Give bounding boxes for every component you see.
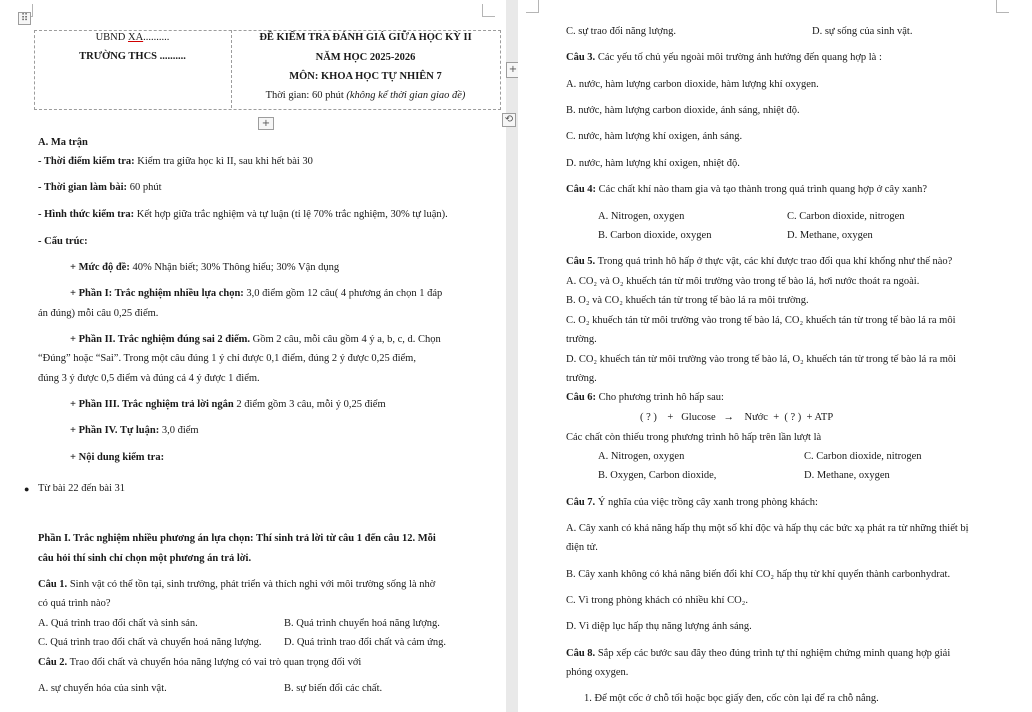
document-page-right	[518, 0, 1032, 712]
q5-option-d: D. CO₂ khuếch tán từ môi trường vào trong tế bào lá, O₂ khuếch tán từ trong tế bào lá ra môi	[566, 354, 957, 365]
part3-label: + Phần III. Trắc nghiệm trả lời ngắn	[70, 399, 234, 410]
part4-label: + Phần IV. Tự luận:	[70, 425, 160, 436]
bullet-dot-icon: ●	[24, 484, 30, 494]
question-6	[566, 391, 724, 404]
q2-option-b: B. sự biến đổi các chất.	[284, 683, 383, 694]
question-5	[566, 255, 952, 268]
q7-option-d: D. Vì diệp lục hấp thụ năng lượng ánh sáng.	[566, 621, 752, 632]
q3-option-a: A. nước, hàm lượng carbon dioxide, hàm lượng khí oxygen.	[566, 79, 819, 90]
q2-option-a: A. sự chuyển hóa của sinh vật.	[38, 683, 167, 694]
q7-option-c: C. Vì trong phòng khách có nhiều khí CO₂.	[566, 595, 748, 606]
question-2-text: Trao đổi chất và chuyển hóa năng lượng có vai trò quan trọng đối với	[67, 657, 362, 668]
question-8	[566, 647, 950, 660]
section1-heading-cont: câu hỏi thí sinh chỉ chọn một phương án trả lời.	[38, 553, 252, 564]
matrix-title: A. Ma trận	[38, 137, 88, 148]
q2-option-d: D. sự sống của sinh vật.	[812, 26, 913, 37]
q6-option-b: B. Oxygen, Carbon dioxide,	[598, 470, 717, 481]
question-7-text: Ý nghĩa của việc trồng cây xanh trong phòng khách:	[595, 497, 818, 508]
q5-option-a: A. CO₂ và O₂ khuếch tán từ môi trường vào trong tế bào lá, hơi nước thoát ra ngoài.	[566, 276, 920, 287]
ubnd-prefix: UBND	[95, 32, 128, 43]
part2-line-cont: “Đúng” hoặc “Sai”. Trong một câu đúng 1 ý chỉ được 0,1 điểm, đúng 2 ý được 0,25 điểm,	[38, 353, 416, 364]
exam-time-label: Thời gian: 60 phút	[265, 90, 347, 101]
q3-option-b: B. nước, hàm lượng carbon dioxide, ánh sáng, nhiệt độ.	[566, 105, 800, 116]
part2-line	[70, 333, 441, 346]
ubnd-xa: XA	[127, 32, 144, 43]
duration-text: 60 phút	[127, 182, 162, 193]
format-line	[38, 208, 448, 221]
duration-label: - Thời gian làm bài:	[38, 182, 128, 193]
q7-option-b: B. Cây xanh không có khả năng biến đổi khí CO₂ hấp thụ từ khí quyển thành carbonhydrat.	[566, 569, 951, 580]
q3-option-c: C. nước, hàm lượng khí oxigen, ánh sáng.	[566, 131, 743, 142]
q6-option-d: D. Methane, oxygen	[804, 470, 890, 481]
part1-label: + Phần I: Trắc nghiệm nhiều lựa chọn:	[70, 288, 244, 299]
table-move-handle[interactable]: ⠿	[18, 12, 31, 25]
exam-time-note: (không kể thời gian giao đề)	[346, 90, 466, 101]
section1-heading: Phần I. Trắc nghiệm nhiều phương án lựa chọn: Thí sinh trả lời từ câu 1 đến câu 12. Mỗi	[38, 533, 436, 544]
question-1-cont: có quá trình nào?	[38, 598, 111, 609]
q6-option-a: A. Nitrogen, oxygen	[598, 451, 685, 462]
question-4-label: Câu 4:	[566, 184, 597, 195]
exam-time	[232, 89, 499, 102]
exam-timing-label: - Thời điểm kiểm tra:	[38, 156, 135, 167]
part3-text: 2 điểm gồm 3 câu, mỗi ý 0,25 điểm	[233, 399, 386, 410]
question-8-cont: phóng oxygen.	[566, 667, 629, 678]
q4-option-c: C. Carbon dioxide, nitrogen	[787, 211, 905, 222]
level-line	[70, 261, 339, 274]
q2-option-c: C. sự trao đổi năng lượng.	[566, 26, 676, 37]
q6-prompt: Các chất còn thiếu trong phương trình hô hấp trên lần lượt là	[566, 432, 822, 443]
question-1	[38, 578, 435, 591]
question-2	[38, 656, 361, 669]
exam-subject: MÔN: KHOA HỌC TỰ NHIÊN 7	[289, 71, 442, 82]
q4-option-d: D. Methane, oxygen	[787, 230, 873, 241]
ubnd-dots: ..........	[143, 32, 170, 43]
q4-option-b: B. Carbon dioxide, oxygen	[598, 230, 712, 241]
add-row-button[interactable]: +	[258, 117, 274, 130]
part1-line-cont: án đúng) mỗi câu 0,25 điểm.	[38, 308, 159, 319]
format-text: Kết hợp giữa trắc nghiệm và tự luận (tỉ lệ 70% trắc nghiệm, 30% tự luận).	[134, 209, 448, 220]
document-page-left	[0, 0, 506, 712]
page-corner-marker	[526, 0, 539, 13]
question-6-text: Cho phương trình hô hấp sau:	[596, 392, 724, 403]
part2-label: + Phần II. Trắc nghiệm đúng sai 2 điểm.	[70, 334, 251, 345]
question-6-label: Câu 6:	[566, 392, 597, 403]
q6-option-c: C. Carbon dioxide, nitrogen	[804, 451, 922, 462]
question-8-label: Câu 8.	[566, 648, 596, 659]
exam-timing-line	[38, 155, 313, 168]
format-label: - Hình thức kiểm tra:	[38, 209, 135, 220]
exam-title: ĐỀ KIỂM TRA ĐÁNH GIÁ GIỮA HỌC KỲ II	[259, 32, 472, 43]
structure-label: - Cấu trúc:	[38, 236, 88, 247]
q6-equation: ( ? ) + Glucose → Nước + ( ? ) + ATP	[640, 412, 834, 423]
level-label: + Mức độ đề:	[70, 262, 130, 273]
q1-option-b: B. Quá trình chuyển hoá năng lượng.	[284, 618, 440, 629]
q7-option-a: A. Cây xanh có khả năng hấp thụ một số khí độc và hấp thụ các bức xạ phát ra từ những thiết bị	[566, 523, 969, 534]
question-5-text: Trong quá trình hô hấp ở thực vật, các khí được trao đổi qua khí khổng như thế nào?	[595, 256, 953, 267]
ubnd-line	[34, 31, 231, 44]
question-1-label: Câu 1.	[38, 579, 68, 590]
content-label: + Nội dung kiểm tra:	[70, 452, 165, 463]
question-3-label: Câu 3.	[566, 52, 596, 63]
q5-option-d-cont: trường.	[566, 373, 597, 384]
level-text: 40% Nhận biết; 30% Thông hiểu; 30% Vận dụng	[129, 262, 340, 273]
question-5-label: Câu 5.	[566, 256, 596, 267]
add-column-button[interactable]: +	[506, 62, 520, 78]
question-1-text: Sinh vật có thể tồn tại, sinh trưởng, phát triển và thích nghi với môi trường sống là nhờ	[67, 579, 436, 590]
lesson-range: Từ bài 22 đến bài 31	[38, 483, 126, 494]
q8-step-1: 1. Để một cốc ở chỗ tối hoặc bọc giấy đen, cốc còn lại để ra chỗ nắng.	[584, 693, 879, 704]
part1-text: 3,0 điểm gồm 12 câu( 4 phương án chọn 1 đáp	[243, 288, 443, 299]
question-8-text: Sắp xếp các bước sau đây theo đúng trình tự thí nghiệm chứng minh quang hợp giải	[595, 648, 951, 659]
q1-option-a: A. Quá trình trao đổi chất và sinh sản.	[38, 618, 198, 629]
question-3	[566, 51, 882, 64]
part4-line	[70, 424, 199, 437]
q7-option-a-cont: điện tử.	[566, 542, 598, 553]
q4-option-a: A. Nitrogen, oxygen	[598, 211, 685, 222]
page-corner-marker	[482, 4, 495, 17]
part4-text: 3,0 điểm	[159, 425, 199, 436]
question-4-text: Các chất khí nào tham gia và tạo thành trong quá trình quang hợp ở cây xanh?	[596, 184, 928, 195]
part1-line	[70, 287, 442, 300]
q1-option-c: C. Quá trình trao đổi chất và chuyển hoá năng lượng.	[38, 637, 262, 648]
part3-line	[70, 398, 386, 411]
q5-option-c: C. O₂ khuếch tán từ môi trường vào trong tế bào lá, CO₂ khuếch tán từ trong tế bào lá ra môi	[566, 315, 956, 326]
question-3-text: Các yếu tố chủ yếu ngoài môi trường ảnh hưởng đến quang hợp là :	[595, 52, 882, 63]
school-year: NĂM HỌC 2025-2026	[315, 52, 416, 63]
question-4	[566, 183, 927, 196]
q1-option-d: D. Quá trình trao đổi chất và cảm ứng.	[284, 637, 446, 648]
question-7-label: Câu 7.	[566, 497, 596, 508]
resize-handle-icon[interactable]: ⟲	[502, 113, 516, 127]
page-corner-marker	[996, 0, 1009, 13]
q3-option-d: D. nước, hàm lượng khí oxigen, nhiệt độ.	[566, 158, 740, 169]
q5-option-c-cont: trường.	[566, 334, 597, 345]
q5-option-b: B. O₂ và CO₂ khuếch tán từ trong tế bào lá ra môi trường.	[566, 295, 809, 306]
question-7	[566, 496, 818, 509]
duration-line	[38, 181, 161, 194]
school-name: TRƯỜNG THCS ..........	[79, 51, 186, 62]
part2-line-cont2: đúng 3 ý được 0,5 điểm và đúng cả 4 ý được 1 điểm.	[38, 373, 260, 384]
part2-text: Gồm 2 câu, mỗi câu gồm 4 ý a, b, c, d. Chọn	[250, 334, 441, 345]
question-2-label: Câu 2.	[38, 657, 68, 668]
exam-timing-text: Kiểm tra giữa học kì II, sau khi hết bài 30	[134, 156, 313, 167]
